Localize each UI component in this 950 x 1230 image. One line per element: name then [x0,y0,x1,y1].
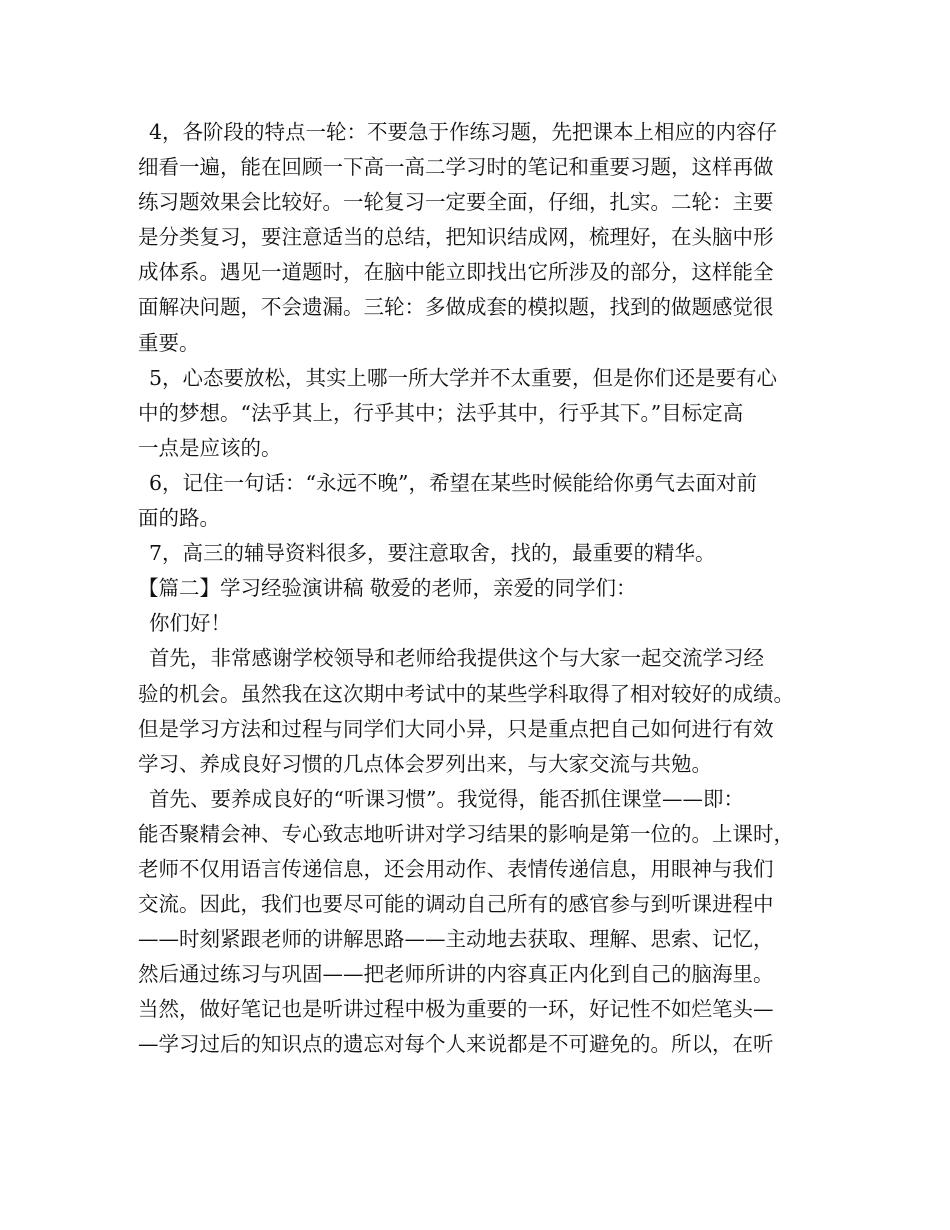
text-line: 面解决问题，不会遗漏。三轮：多做成套的模拟题，找到的做题感觉很 [138,295,774,320]
text-line: 6，记住一句话：“永远不晚”，希望在某些时候能给你勇气去面对前 [149,470,758,495]
text-line: 7，高三的辅导资料很多，要注意取舍，找的，最重要的精华。 [149,541,716,566]
text-line: 然后通过练习与巩固——把老师所讲的内容真正内化到自己的脑海里。 [138,962,774,987]
text-line: 交流。因此，我们也要尽可能的调动自己所有的感官参与到听课进程中 [138,892,774,917]
text-line: —学习过后的知识点的遗忘对每个人来说都是不可避免的。所以，在听 [138,1032,774,1057]
text-line: 首先、要养成良好的“听课习惯”。我觉得，能否抓住课堂——即： [149,786,744,811]
text-line: 验的机会。虽然我在这次期中考试中的某些学科取得了相对较好的成绩。 [138,681,794,706]
text-line: 4，各阶段的特点一轮：不要急于作练习题，先把课本上相应的内容仔 [149,120,778,144]
document-body [138,115,828,1063]
text-line: 学习、养成良好习惯的几点体会罗列出来，与大家交流与共勉。 [138,751,712,776]
text-line: 5，心态要放松，其实上哪一所大学并不太重要，但是你们还是要有心 [149,365,778,390]
text-line: 当然，做好笔记也是听讲过程中极为重要的一环，好记性不如烂笔头— [138,997,774,1022]
text-line: ——时刻紧跟老师的讲解思路——主动地去获取、理解、思索、记忆， [138,927,774,952]
text-line: 老师不仅用语言传递信息，还会用动作、表情传递信息，用眼神与我们 [138,856,774,881]
text-line: 首先，非常感谢学校领导和老师给我提供这个与大家一起交流学习经 [149,646,764,671]
text-line: 是分类复习，要注意适当的总结，把知识结成网，梳理好，在头脑中形 [138,225,774,250]
text-line: 重要。 [138,330,200,355]
text-line: 一点是应该的。 [138,435,282,460]
text-line: 【篇二】学习经验演讲稿 敬爱的老师，亲爱的同学们： [138,576,637,601]
text-line: 但是学习方法和过程与同学们大同小异，只是重点把自己如何进行有效 [138,716,774,741]
text-line: 中的梦想。“法乎其上，行乎其中；法乎其中，行乎其下。”目标定高 [138,400,744,425]
text-line: 细看一遍，能在回顾一下高一高二学习时的笔记和重要习题，这样再做 [138,155,774,180]
text-line: 你们好！ [149,611,231,636]
text-line: 练习题效果会比较好。一轮复习一定要全面，仔细，扎实。二轮：主要 [138,190,774,215]
text-line: 能否聚精会神、专心致志地听讲对学习结果的影响是第一位的。上课时， [138,821,794,846]
text-line: 面的路。 [138,506,220,531]
text-line: 成体系。遇见一道题时，在脑中能立即找出它所涉及的部分，这样能全 [138,260,774,285]
